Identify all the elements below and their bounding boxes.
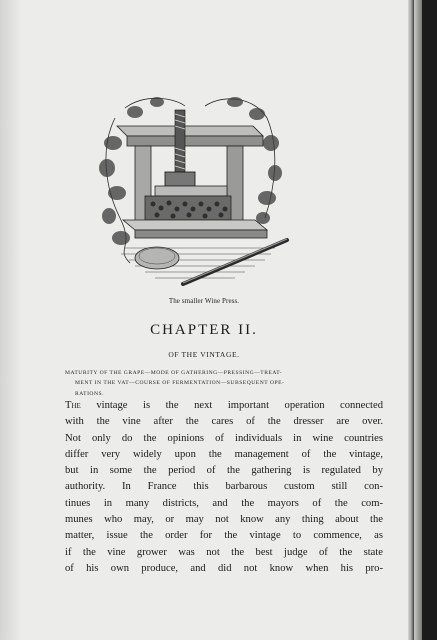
book-edge bbox=[414, 0, 422, 640]
summary-line: MENT IN THE VAT—COURSE OF FERMENTATION—SUBSEQUENT OPE- bbox=[75, 380, 285, 387]
body-line bbox=[65, 398, 383, 414]
body-line: authority. In France this barbarous custom still con- bbox=[65, 481, 383, 493]
body-paragraph bbox=[65, 398, 383, 577]
drop-word: The bbox=[65, 400, 81, 411]
body-line: Not only do the opinions of individuals in wine countries bbox=[65, 432, 383, 444]
body-line: of his own produce, and did not know when his pro- bbox=[65, 562, 383, 574]
body-line: tinues in many districts, and the mayors of the com- bbox=[65, 497, 383, 509]
body-line: but in some the period of the gathering is regulated by bbox=[65, 465, 383, 477]
body-line: if the vine grower was not the best judge of the state bbox=[65, 546, 383, 558]
body-line: differ very widely upon the management of the vintage, bbox=[65, 448, 383, 460]
chapter-title: CHAPTER II. bbox=[150, 322, 258, 338]
summary-line: MATURITY OF THE GRAPE—MODE OF GATHERING—PRESSING—TREAT- bbox=[65, 370, 283, 376]
wine-press-engraving-icon bbox=[95, 88, 295, 298]
body-line: munes who may, or may not know any thing about the bbox=[65, 514, 383, 526]
section-title: OF THE VINTAGE. bbox=[168, 350, 240, 359]
body-line-rest: vintage is the next important operation connected bbox=[80, 400, 383, 411]
summary-line: RATIONS. bbox=[75, 390, 105, 397]
body-line: with the vine after the cares of the dresser are over. bbox=[65, 416, 383, 428]
gutter-shadow bbox=[0, 0, 22, 640]
illustration-caption: The smaller Wine Press. bbox=[168, 297, 240, 305]
chapter-summary bbox=[65, 368, 383, 399]
body-line: matter, issue the order for the vintage to commence, as bbox=[65, 530, 383, 542]
